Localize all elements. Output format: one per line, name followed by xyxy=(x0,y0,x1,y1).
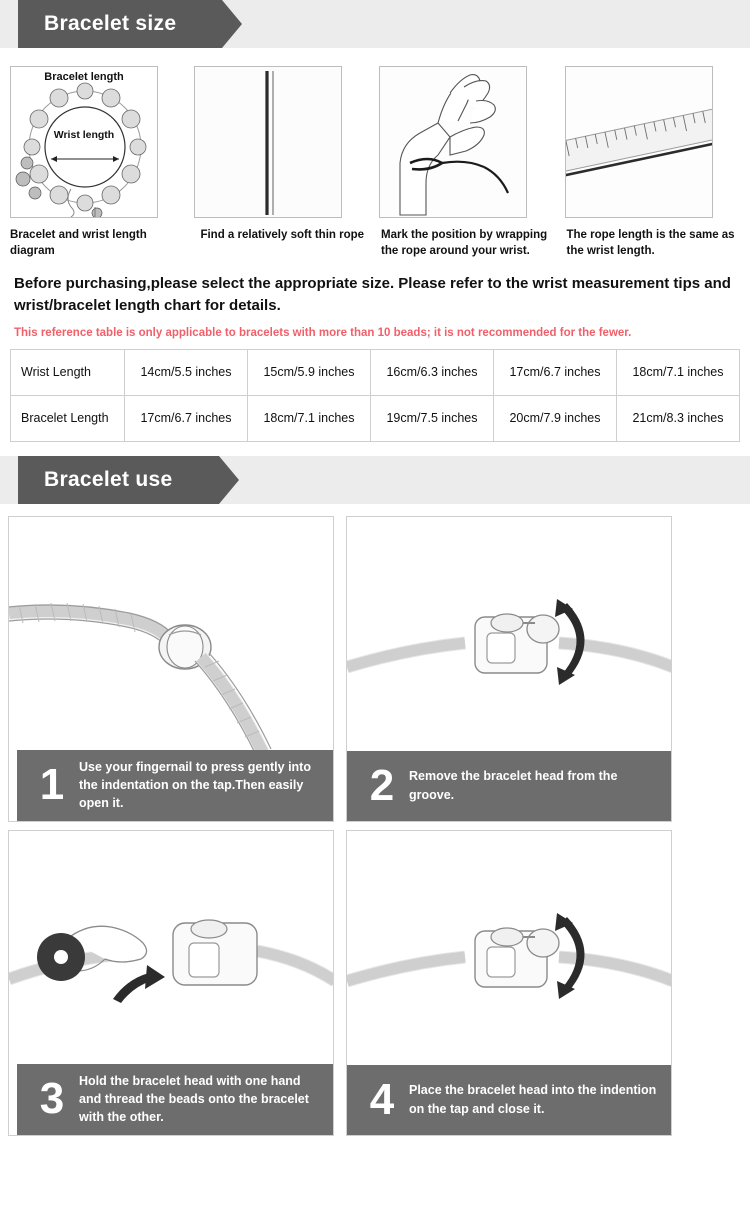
row-header-wrist-length: Wrist Length xyxy=(11,349,125,395)
measure-step-2-caption: Find a relatively soft thin rope xyxy=(200,229,365,241)
size-reference-table xyxy=(10,349,740,442)
use-step-2-text: Remove the bracelet head from the groove. xyxy=(409,769,618,802)
wrist-length-value: 18cm/7.1 inches xyxy=(617,349,740,395)
bracelet-length-value: 20cm/7.9 inches xyxy=(494,395,617,441)
charm-bracelet-illustration xyxy=(11,67,158,218)
bracelet-length-value: 18cm/7.1 inches xyxy=(248,395,371,441)
reference-table-note: This reference table is only applicable to bracelets with more than 10 beads; it is not recommended for the fewer. xyxy=(14,326,632,339)
purchase-notice: Before purchasing,please select the appropriate size. Please refer to the wrist measurement tips and wrist/bracelet length chart for details. xyxy=(14,275,731,314)
use-step-1-text: Use your fingernail to press gently into the indentation on the tap.Then easily open it. xyxy=(79,760,311,811)
rope-on-ruler-image xyxy=(565,66,713,218)
use-step-3-caption xyxy=(17,1064,333,1134)
row-header-bracelet-length: Bracelet Length xyxy=(11,395,125,441)
use-step-1 xyxy=(8,516,334,822)
remove-bracelet-head-image xyxy=(347,517,672,757)
bracelet-length-value: 21cm/8.3 inches xyxy=(617,395,740,441)
section-banner-use xyxy=(0,456,750,504)
use-steps xyxy=(0,504,750,1152)
bracelet-length-value: 19cm/7.5 inches xyxy=(371,395,494,441)
measure-step-2 xyxy=(194,66,372,259)
use-step-4-number: 4 xyxy=(369,1074,395,1124)
use-step-4-text: Place the bracelet head into the indention on the tap and close it. xyxy=(409,1083,657,1116)
section-banner-size xyxy=(0,0,750,48)
thread-beads-image xyxy=(9,831,334,1071)
use-step-4-caption xyxy=(347,1065,671,1135)
close-bracelet-head-image xyxy=(347,831,672,1071)
press-tap-indentation-image xyxy=(9,517,334,757)
use-step-4 xyxy=(346,830,672,1136)
use-step-1-number: 1 xyxy=(39,760,65,810)
table-row xyxy=(11,395,740,441)
use-step-2-caption xyxy=(347,751,671,821)
measure-step-4 xyxy=(565,66,743,259)
wrist-length-value: 16cm/6.3 inches xyxy=(371,349,494,395)
measure-step-3-caption: Mark the position by wrapping the rope around your wrist. xyxy=(381,229,548,257)
wrist-length-value: 14cm/5.5 inches xyxy=(125,349,248,395)
section-title-use: Bracelet use xyxy=(18,456,219,504)
soft-thin-rope-image xyxy=(194,66,342,218)
thin-rope-illustration xyxy=(195,67,342,218)
bracelet-length-label: Bracelet length xyxy=(44,71,124,83)
wrist-length-value: 17cm/6.7 inches xyxy=(494,349,617,395)
bracelet-wrist-diagram-image xyxy=(10,66,158,218)
measure-step-3 xyxy=(379,66,557,259)
wrist-length-label: Wrist length xyxy=(53,129,115,141)
section-title-size: Bracelet size xyxy=(18,0,222,48)
use-step-3 xyxy=(8,830,334,1136)
rope-around-wrist-image xyxy=(379,66,527,218)
use-step-2-number: 2 xyxy=(369,760,395,810)
use-step-3-number: 3 xyxy=(39,1074,65,1124)
measure-step-1-caption: Bracelet and wrist length diagram xyxy=(10,229,147,257)
bracelet-length-value: 17cm/6.7 inches xyxy=(125,395,248,441)
ruler-illustration xyxy=(566,67,713,218)
measure-steps xyxy=(0,48,750,263)
use-step-1-caption xyxy=(17,750,333,820)
use-step-2 xyxy=(346,516,672,822)
use-step-3-text: Hold the bracelet head with one hand and thread the beads onto the bracelet with the other. xyxy=(79,1074,309,1125)
measure-step-1 xyxy=(8,66,186,259)
wrist-length-value: 15cm/5.9 inches xyxy=(248,349,371,395)
measure-step-4-caption: The rope length is the same as the wrist length. xyxy=(566,229,735,257)
hand-with-rope-illustration xyxy=(380,67,527,218)
table-row xyxy=(11,349,740,395)
